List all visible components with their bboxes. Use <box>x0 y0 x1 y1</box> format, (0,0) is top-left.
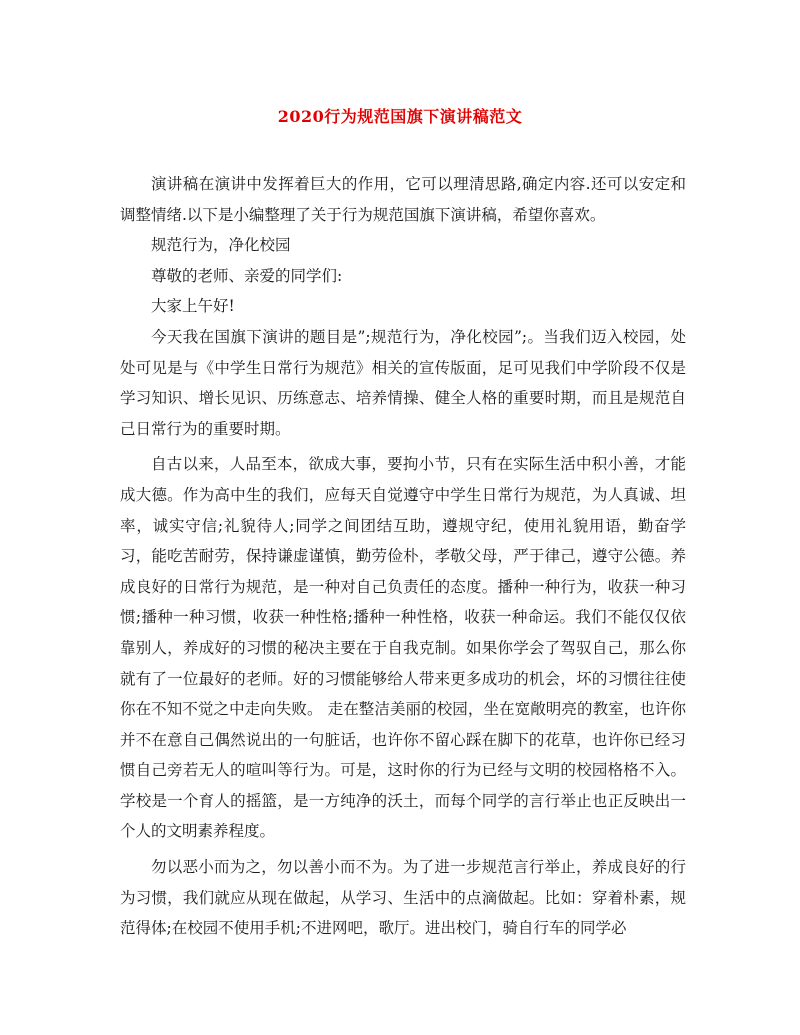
paragraph-subtitle: 规范行为，净化校园 <box>151 236 291 255</box>
paragraph-topic: 今天我在国旗下演讲的题目是”;规范行为，净化校园”;。当我们迈入校园，处处可见是与《中学生日常行为规范》相关的宣传版面，足可见我们中学阶段不仅是学习知识、增长见识、历练意志、培养情操、健全人格的重要时期，而且是规范自己日常行为的重要时期。 <box>120 327 686 438</box>
paragraph-virtue: 自古以来，人品至本，欲成大事，要拘小节，只有在实际生活中积小善，才能成大德。作为高中生的我们，应每天自觉遵守中学生日常行为规范，为人真诚、坦率，诚实守信;礼貌待人;同学之间团结互助，遵规守纪，使用礼貌用语，勤奋学习，能吃苦耐劳，保持谦虚谨慎，勤劳俭朴，孝敬父母，严于律己，遵守公德。养成良好的日常行为规范，是一种对自己负责任的态度。播种一种行为，收获一种习惯;播种一种习惯，收获一种性格;播种一种性格，收获一种命运。我们不能仅仅依靠别人，养成好的习惯的秘决主要在于自我克制。如果你学会了驾驭自己，那么你就有了一位最好的老师。好的习惯能够给人带来更多成功的机会，坏的习惯往往使你在不知不觉之中走向失败。 走在整洁美丽的校园，坐在宽敞明亮的教室，也许你并不在意自己偶然说出的一句脏话，也许你不留心踩在脚下的花草，也许你已经习惯自己旁若无人的喧叫等行为。可是，这时你的行为已经与文明的校园格格不入。学校是一个育人的摇篮，是一方纯净的沃土，而每个同学的言行举止也正反映出一个人的文明素养程度。 <box>120 455 686 841</box>
paragraph-action: 勿以恶小而为之，勿以善小而不为。为了进一步规范言行举止，养成良好的行为习惯，我们就应从现在做起，从学习、生活中的点滴做起。比如：穿着朴素，规范得体;在校园不使用手机;不进网吧，歌厅。进出校门，骑自行车的同学必 <box>120 858 686 938</box>
document-title: 2020行为规范国旗下演讲稿范文 <box>277 107 523 126</box>
paragraph-intro: 演讲稿在演讲中发挥着巨大的作用，它可以理清思路,确定内容.还可以安定和调整情绪.以下是小编整理了关于行为规范国旗下演讲稿，希望你喜欢。 <box>120 175 686 224</box>
paragraph-greeting: 大家上午好! <box>151 297 235 316</box>
document-body <box>120 164 686 944</box>
paragraph-salutation: 尊敬的老师、亲爱的同学们: <box>151 266 343 285</box>
